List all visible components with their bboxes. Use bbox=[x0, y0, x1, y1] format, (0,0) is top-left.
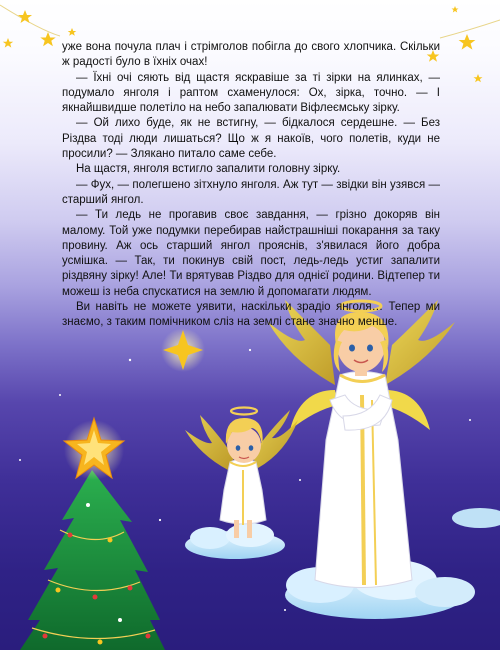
story-paragraph: — Фух, — полегшено зітхнуло янголя. Аж тут — звідки він узявся — старший янгол. bbox=[62, 178, 440, 206]
star-icon bbox=[68, 28, 77, 36]
story-paragraph: — Їхні очі сяють від щастя яскравіше за ті зірки на ялинках, — подумало янголя і раптом схаменулося: Ох, зірка, точно. — І якнайшвидше полетіло на небо запалювати Віфлеємську зірку. bbox=[62, 71, 440, 115]
star-icon bbox=[459, 34, 476, 50]
story-paragraph: На щастя, янголя встигло запалити головну зірку. bbox=[76, 163, 341, 176]
angel-icon bbox=[268, 300, 455, 588]
story-paragraph: — Ти ледь не прогавив своє завдання, — грізно докоряв він малому. Той уже подумки перебирав найстрашніші покарання за таку провину. Аж ось старший янгол прояснів, з'явилася його добра усмішка. — Так, ти покинув свій пост, ледь-ледь устиг запалити різдвяну зірку! Але! Ти врятував Різдво для однієї родини. Відтепер ти можеш із неба спускатися на землю й допомагати людям. bbox=[62, 209, 440, 298]
story-paragraph: Ви навіть не можете уявити, наскільки зрадіо янголя… Тепер ми знаємо, з таким помічником сліз на землі стане значно менше. bbox=[62, 301, 440, 329]
story-paragraph: уже вона почула плач і стрімголов побігла до свого хлопчика. Скільки ж радості було в їхніх очах! bbox=[62, 41, 440, 69]
angel-icon bbox=[185, 408, 298, 539]
garland-left bbox=[0, 5, 60, 36]
star-icon bbox=[3, 38, 13, 48]
cloud-icon bbox=[452, 508, 500, 528]
story-text bbox=[62, 40, 440, 331]
garland-right bbox=[440, 20, 500, 38]
star-icon bbox=[18, 10, 32, 23]
story-paragraph: — Ой лихо буде, як не встигну, — бідкалося сердешне. — Без Різдва тоді люди лишаться? Що ж я накоїв, чого полетів, куди не просили? — Злякано питало саме себе. bbox=[62, 117, 440, 161]
star-icon bbox=[474, 74, 483, 82]
sky-star bbox=[161, 328, 205, 372]
christmas-tree-icon bbox=[20, 418, 165, 650]
star-icon bbox=[452, 6, 459, 13]
